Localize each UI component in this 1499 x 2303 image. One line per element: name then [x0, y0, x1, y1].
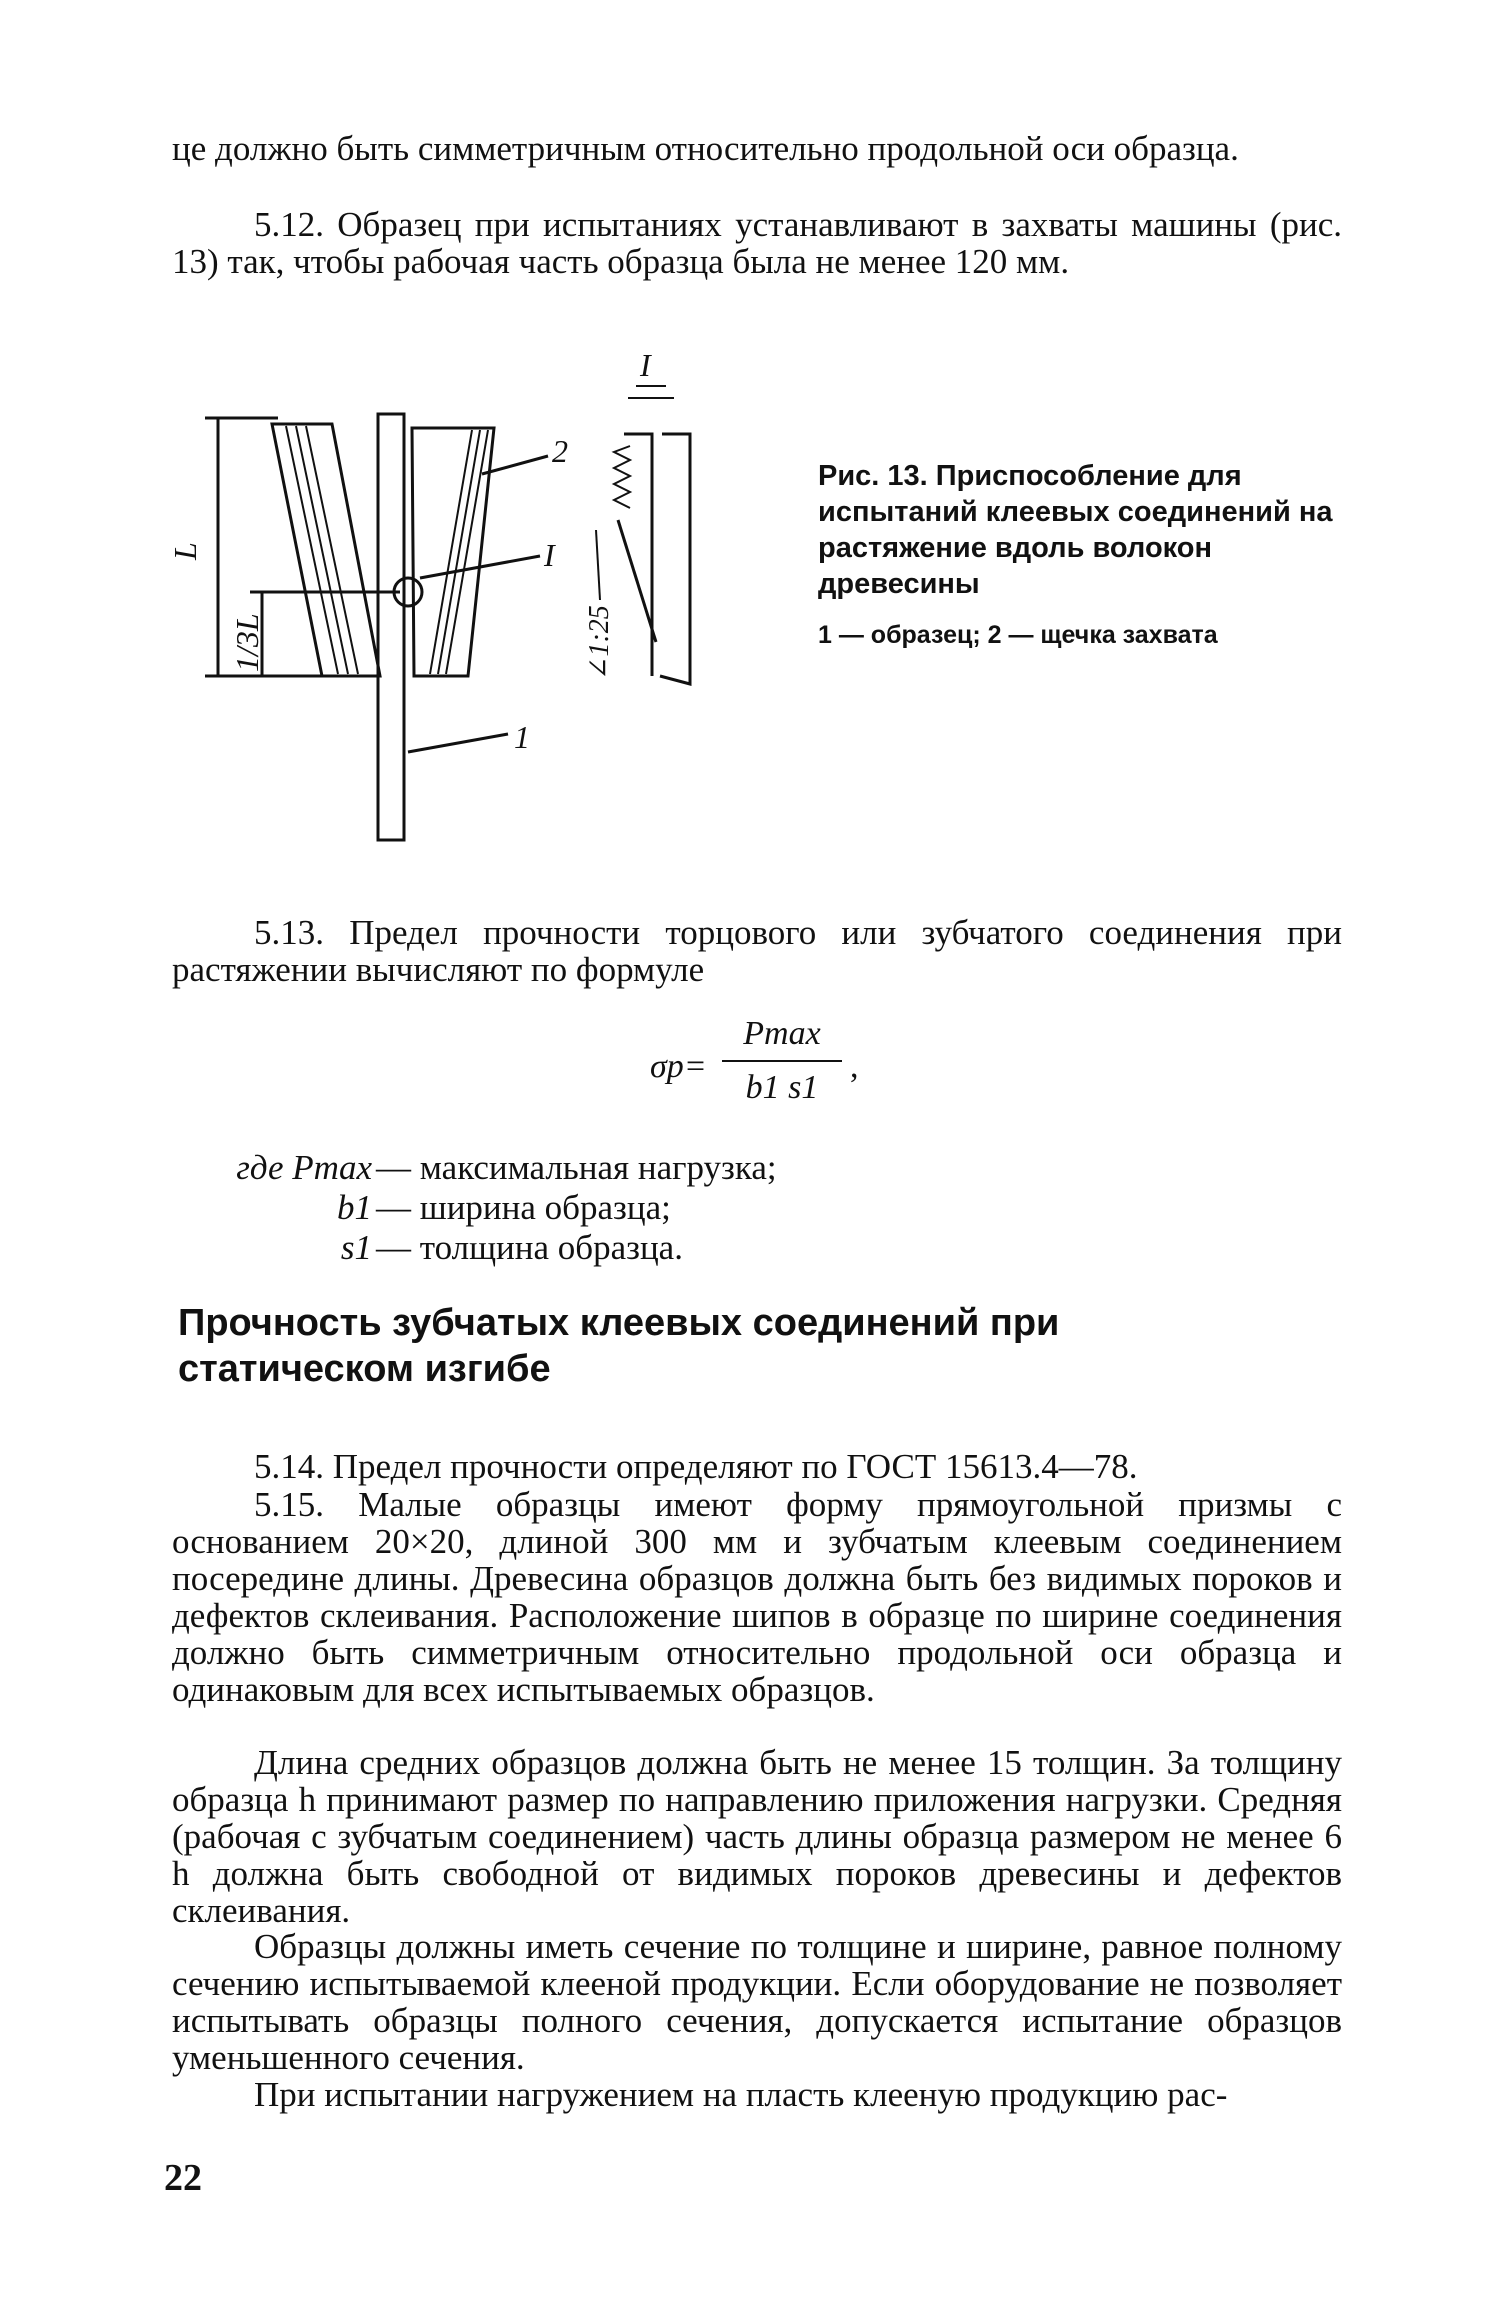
definition-row [172, 1148, 872, 1188]
paragraph-5-15: 5.15. Малые образцы имеют форму прямоугольной призмы с основанием 20×20, длиной 300 мм и зубчатым клеевым соединением посередине длины. Древесина образцов должна быть без видимых пороков и дефектов склеивания. Расположение шипов в образце по ширине соединения должно быть симметричным относительно продольной оси образца и одинаковым для всех испытываемых образцов. [172, 1485, 1342, 1709]
paragraph-5-14: 5.14. Предел прочности определяют по ГОСТ 15613.4—78. [254, 1447, 1138, 1486]
label-L: L [167, 542, 203, 560]
definition-symbol: s1 [340, 1228, 372, 1267]
figure-caption-title: Рис. 13. Приспособление для испытаний клеевых соединений на растяжение вдоль волокон древесины [818, 460, 1333, 600]
formula-lhs: σp= [650, 1048, 707, 1085]
label-1: 1 [514, 719, 530, 755]
left-jaw-outline [272, 424, 380, 676]
label-I-top: I [640, 347, 651, 383]
definition-text: — толщина образца. [376, 1228, 683, 1267]
formula-comma: , [850, 1048, 859, 1085]
page-number: 22 [164, 2157, 202, 2199]
figure-caption-legend: 1 — образец; 2 — щечка захвата [818, 621, 1218, 649]
definition-row [172, 1188, 872, 1228]
figure-13-diagram [0, 0, 1499, 860]
formula-tensile-strength [650, 1010, 890, 1120]
definition-row [172, 1228, 872, 1268]
paragraph-continuation: це должно быть симметричным относительно продольной оси образца. [172, 129, 1239, 168]
definition-symbol: b1 [337, 1188, 372, 1227]
formula-fraction [722, 1010, 842, 1110]
label-I: I [544, 537, 555, 573]
definition-text: — ширина образца; [376, 1188, 671, 1227]
fraction-bar [722, 1060, 842, 1062]
label-slope: ∠1:25 [584, 605, 615, 680]
paragraph-flat-loading: При испытании нагружением на пласть клееную продукцию рас- [254, 2075, 1228, 2114]
definition-symbol: где Pmax [236, 1148, 372, 1187]
formula-denominator: b1 s1 [745, 1069, 819, 1106]
paragraph-5-12: 5.12. Образец при испытаниях устанавливают в захваты машины (рис. 13) так, чтобы рабочая часть образца была не менее 120 мм. [172, 205, 1342, 281]
paragraph-section-size: Образцы должны иметь сечение по толщине и ширине, равное полному сечению испытываемой клееной продукции. Если оборудование не позволяет испытывать образцы полного сечения, допускается испытание образцов уменьшенного сечения. [172, 1927, 1342, 2077]
formula-definitions [172, 1148, 872, 1268]
paragraph-average-specimens: Длина средних образцов должна быть не менее 15 толщин. За толщину образца h принимают размер по направлению приложения нагрузки. Средняя (рабочая с зубчатым соединением) часть длины образца размером не менее 6 h должна быть свободной от видимых пороков древесины и дефектов склеивания. [172, 1743, 1342, 1930]
specimen-rod [378, 414, 404, 840]
definition-text: — максимальная нагрузка; [376, 1148, 777, 1187]
label-third-L: 1/3L [229, 613, 265, 672]
section-heading: Прочность зубчатых клеевых соединений при статическом изгибе [178, 1302, 1060, 1390]
label-2: 2 [552, 433, 568, 469]
formula-numerator: Pmax [743, 1015, 821, 1052]
paragraph-5-13: 5.13. Предел прочности торцового или зубчатого соединения при растяжении вычисляют по формуле [172, 913, 1342, 989]
